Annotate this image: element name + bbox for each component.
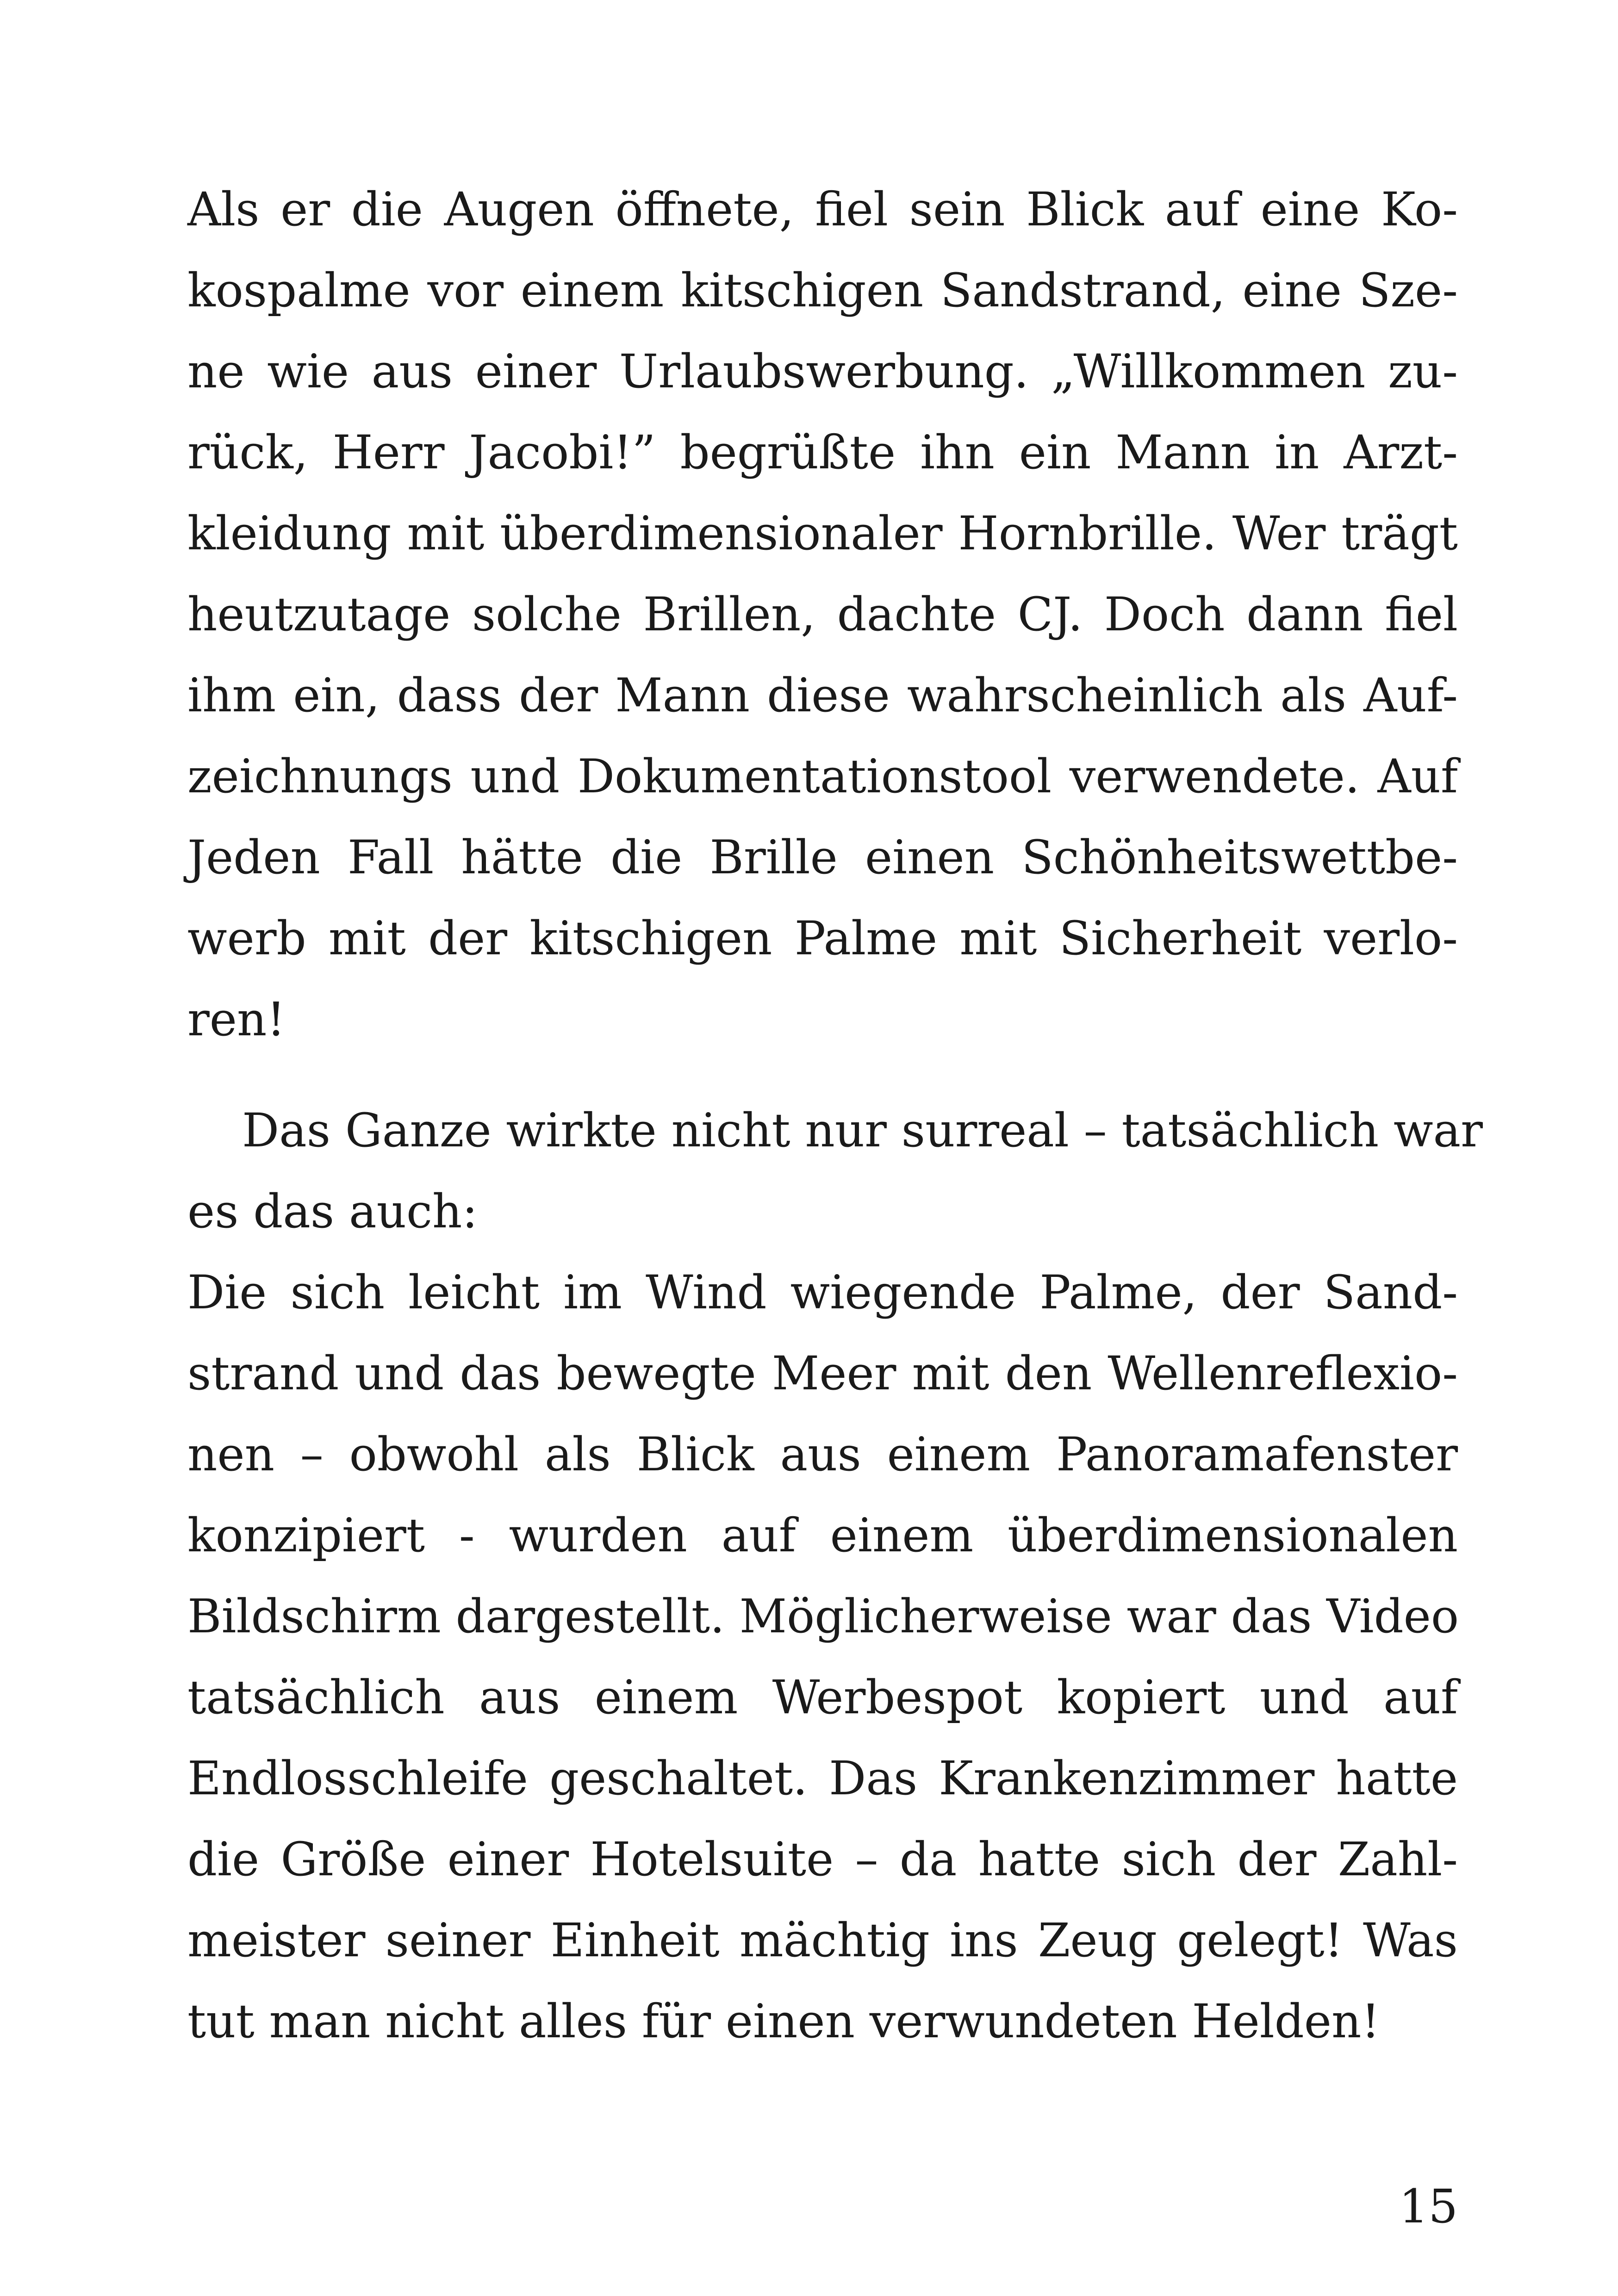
text-line: Bildschirm dargestellt. Möglicherweise war das Video bbox=[187, 1589, 1459, 1643]
page-number: 15 bbox=[1399, 2179, 1458, 2234]
text-line: die Größe einer Hotelsuite – da hatte sich der Zahl- bbox=[187, 1832, 1458, 1886]
text-line: meister seiner Einheit mächtig ins Zeug gelegt! Was bbox=[187, 1913, 1458, 1967]
text-line: tatsächlich aus einem Werbespot kopiert und auf bbox=[187, 1670, 1458, 1724]
text-line: Endlosschleife geschaltet. Das Krankenzimmer hatte bbox=[187, 1751, 1458, 1805]
text-line: kleidung mit überdimensionaler Hornbrille. Wer trägt bbox=[187, 506, 1458, 560]
text-line: Die sich leicht im Wind wiegende Palme, der Sand- bbox=[187, 1265, 1458, 1319]
text-line: kospalme vor einem kitschigen Sandstrand, eine Sze- bbox=[187, 263, 1458, 317]
text-line: Als er die Augen öffnete, fiel sein Blick auf eine Ko- bbox=[187, 182, 1458, 236]
text-line: tut man nicht alles für einen verwundeten Helden! bbox=[187, 1994, 1380, 2048]
paragraph-2 bbox=[187, 1090, 1483, 1252]
text-line: zeichnungs und Dokumentationstool verwendete. Auf bbox=[187, 749, 1458, 803]
text-line: nen – obwohl als Blick aus einem Panoramafenster bbox=[187, 1427, 1458, 1481]
text-line: konzipiert - wurden auf einem überdimensionalen bbox=[187, 1508, 1458, 1562]
text-line: ihm ein, dass der Mann diese wahrscheinlich als Auf- bbox=[187, 668, 1458, 722]
text-line: heutzutage solche Brillen, dachte CJ. Doch dann fiel bbox=[187, 587, 1458, 641]
text-line: ren! bbox=[187, 992, 286, 1046]
text-line: es das auch: bbox=[187, 1184, 478, 1238]
text-line: rück, Herr Jacobi!” begrüßte ihn ein Mann in Arzt- bbox=[187, 425, 1458, 479]
paragraph-3 bbox=[187, 1252, 1458, 2062]
text-line: strand und das bewegte Meer mit den Wellenreflexio- bbox=[187, 1346, 1458, 1400]
text-line: Jeden Fall hätte die Brille einen Schönheitswettbe- bbox=[187, 830, 1458, 884]
text-line: Das Ganze wirkte nicht nur surreal – tatsächlich war bbox=[242, 1103, 1483, 1157]
paragraph-1 bbox=[187, 169, 1458, 1060]
text-line: werb mit der kitschigen Palme mit Sicherheit verlo- bbox=[187, 911, 1458, 965]
text-line: ne wie aus einer Urlaubswerbung. „Willkommen zu- bbox=[187, 344, 1458, 398]
